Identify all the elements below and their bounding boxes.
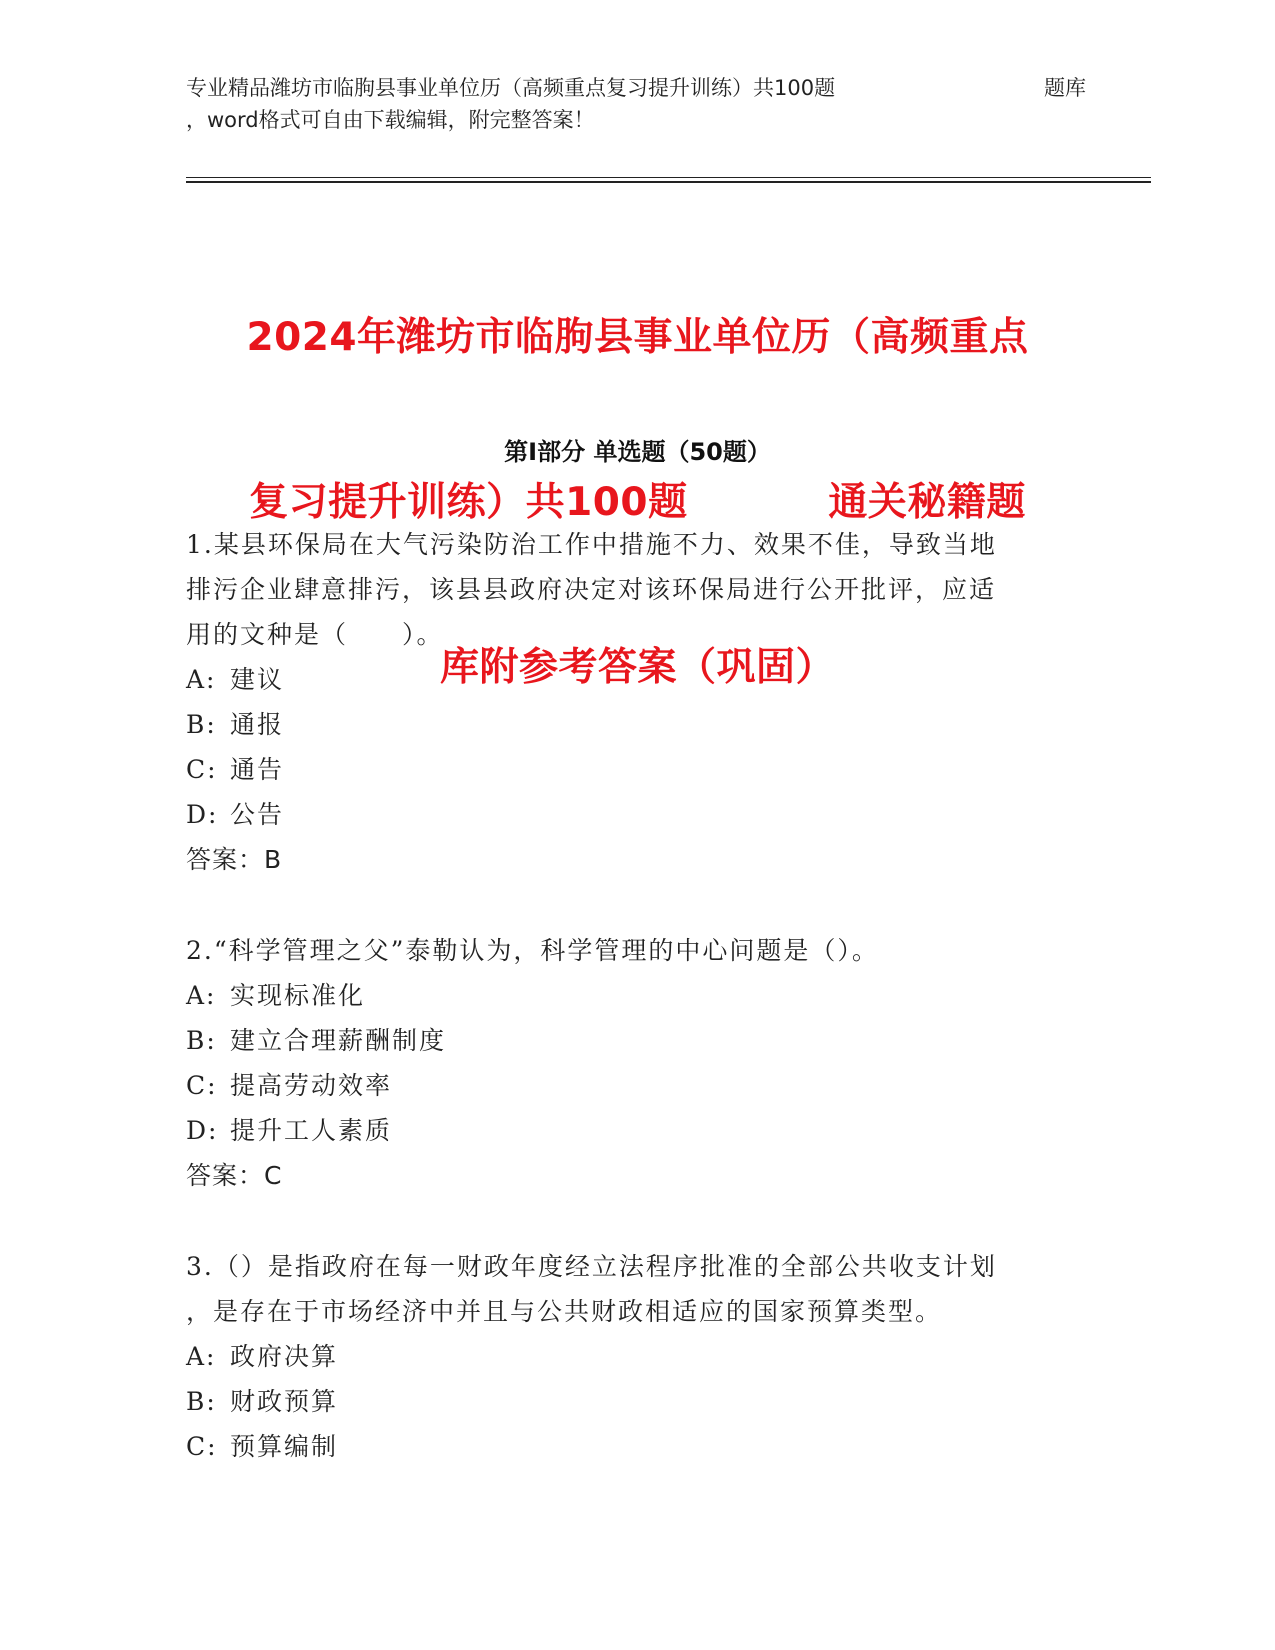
option-text: 提高劳动效率 bbox=[230, 1071, 393, 1100]
answer-option bbox=[186, 1018, 1066, 1063]
option-key: A: bbox=[186, 665, 217, 694]
answer-option bbox=[186, 1108, 1066, 1153]
answer-option bbox=[186, 1424, 1066, 1469]
question-text bbox=[186, 1244, 1066, 1334]
option-text: 通报 bbox=[230, 710, 285, 739]
answer-option bbox=[186, 657, 1066, 702]
option-key: C: bbox=[186, 1432, 218, 1461]
option-text: 公告 bbox=[230, 800, 285, 829]
header-divider-thin bbox=[186, 177, 1151, 178]
option-text: 提升工人素质 bbox=[230, 1116, 393, 1145]
document-title-line-1: 2024年潍坊市临朐县事业单位历（高频重点 bbox=[246, 315, 1029, 360]
answer-option bbox=[186, 973, 1066, 1018]
section-heading: 第Ⅰ部分 单选题（50题） bbox=[504, 438, 771, 466]
question-item bbox=[186, 928, 1066, 1198]
question-list bbox=[186, 522, 1066, 1515]
option-text: 建议 bbox=[230, 665, 285, 694]
question-text bbox=[186, 928, 1066, 973]
option-text: 通告 bbox=[230, 755, 285, 784]
question-text-line: 3.（）是指政府在每一财政年度经立法程序批准的全部公共收支计划 bbox=[186, 1252, 997, 1281]
header-line-2: ，word格式可自由下载编辑，附完整答案！ bbox=[186, 108, 595, 132]
answer-option bbox=[186, 1063, 1066, 1108]
header-line-1 bbox=[186, 72, 1086, 104]
option-key: B: bbox=[186, 1387, 217, 1416]
option-text: 建立合理薪酬制度 bbox=[230, 1026, 447, 1055]
option-key: C: bbox=[186, 755, 218, 784]
question-item bbox=[186, 522, 1066, 882]
question-text-line: 用的文种是（ ）。 bbox=[186, 620, 444, 649]
option-text: 政府决算 bbox=[230, 1342, 339, 1371]
option-key: D: bbox=[186, 1116, 219, 1145]
option-text: 财政预算 bbox=[230, 1387, 339, 1416]
header-title: 专业精品潍坊市临朐县事业单位历（高频重点复习提升训练）共100题 bbox=[186, 76, 836, 100]
answer-key: 答案：B bbox=[186, 845, 283, 874]
option-text: 实现标准化 bbox=[230, 981, 366, 1010]
option-key: A: bbox=[186, 981, 217, 1010]
option-key: D: bbox=[186, 800, 219, 829]
question-text-line: ，是存在于市场经济中并且与公共财政相适应的国家预算类型。 bbox=[186, 1297, 943, 1326]
question-text-line: 2.“科学管理之父”泰勒认为，科学管理的中心问题是（）。 bbox=[186, 936, 879, 965]
answer-option bbox=[186, 747, 1066, 792]
header-suffix: 题库 bbox=[1044, 76, 1086, 100]
question-text-line: 1.某县环保局在大气污染防治工作中措施不力、效果不佳，导致当地 bbox=[186, 530, 997, 559]
document-title-line-2: 复习提升训练）共100题 通关秘籍题 bbox=[249, 480, 1026, 525]
answer-key: 答案：C bbox=[186, 1161, 283, 1190]
question-text bbox=[186, 522, 1066, 657]
option-key: B: bbox=[186, 1026, 217, 1055]
answer-option bbox=[186, 1379, 1066, 1424]
option-text: 预算编制 bbox=[230, 1432, 339, 1461]
question-text-line: 排污企业肆意排污，该县县政府决定对该环保局进行公开批评，应适 bbox=[186, 575, 997, 604]
answer-option bbox=[186, 702, 1066, 747]
header-divider-thick bbox=[186, 181, 1151, 183]
option-key: C: bbox=[186, 1071, 218, 1100]
question-item bbox=[186, 1244, 1066, 1469]
document-title-line-3: 库附参考答案（巩固） bbox=[439, 645, 835, 690]
option-key: A: bbox=[186, 1342, 217, 1371]
answer-option bbox=[186, 1334, 1066, 1379]
answer-option bbox=[186, 792, 1066, 837]
page-header bbox=[186, 72, 1086, 136]
option-key: B: bbox=[186, 710, 217, 739]
